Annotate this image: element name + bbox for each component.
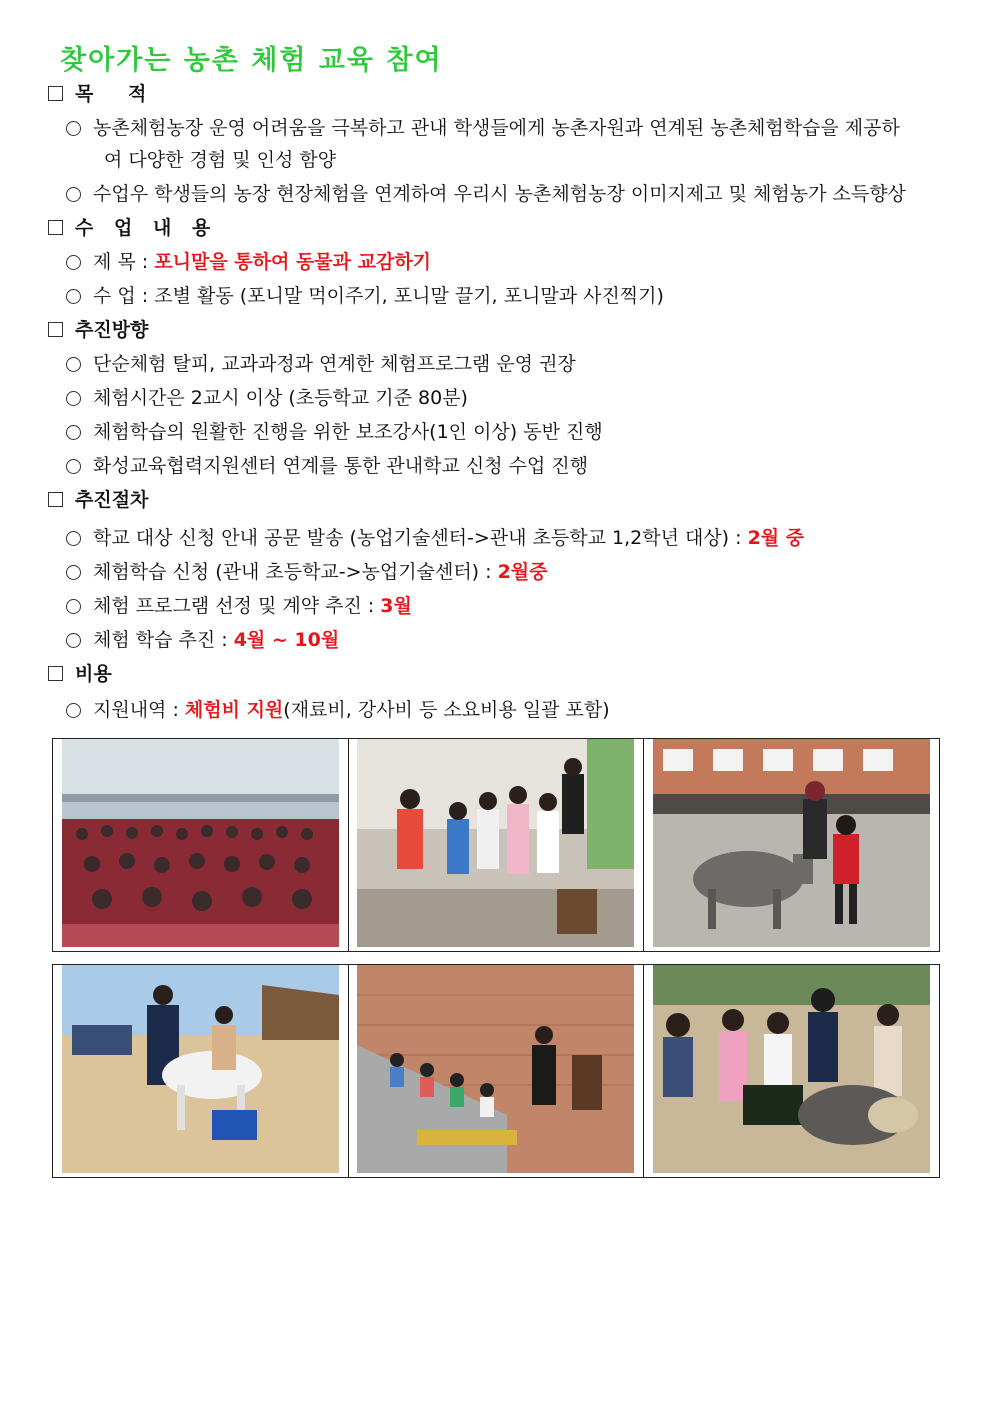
- photo-stairs-demo: [357, 965, 634, 1173]
- section-procedure-heading: 추진절차: [48, 488, 148, 512]
- photo-cell: [348, 965, 644, 1178]
- circle-bullet-icon: [66, 391, 81, 406]
- circle-bullet-icon: [66, 633, 81, 648]
- direction-item: 체험시간은 2교시 이상 (초등학교 기준 80분): [66, 386, 468, 410]
- content-title-value: 포니말을 통하여 동물과 교감하기: [154, 251, 432, 273]
- section-content-heading: 수 업 내 용: [48, 216, 217, 240]
- circle-bullet-icon: [66, 531, 81, 546]
- circle-bullet-icon: [66, 121, 81, 136]
- photo-auditorium: [62, 739, 339, 947]
- photo-cell: [348, 739, 644, 952]
- circle-bullet-icon: [66, 703, 81, 718]
- photo-pony-riding: [62, 965, 339, 1173]
- photo-cell: [53, 739, 349, 952]
- checkbox-square-icon: [48, 492, 63, 507]
- direction-item: 체험학습의 원활한 진행을 위한 보조강사(1인 이상) 동반 진행: [66, 420, 603, 444]
- checkbox-square-icon: [48, 666, 63, 681]
- content-title-item: 제 목 : 포니말을 통하여 동물과 교감하기: [66, 250, 431, 274]
- photo-cell: [644, 739, 940, 952]
- purpose-item-1-continued: 여 다양한 경험 및 인성 함양: [104, 149, 337, 171]
- photo-cell: [644, 965, 940, 1178]
- direction-item: 단순체험 탈피, 교과과정과 연계한 체험프로그램 운영 권장: [66, 352, 576, 376]
- photo-group-with-pony: [653, 965, 930, 1173]
- section-purpose-heading: 목 적: [48, 82, 160, 106]
- circle-bullet-icon: [66, 357, 81, 372]
- purpose-item-2: 수업우 학생들의 농장 현장체험을 연계하여 우리시 농촌체험농장 이미지제고 및 체험농가 소득향상: [66, 182, 906, 206]
- photo-children-hearts: [357, 739, 634, 947]
- procedure-item: 체험 학습 추진 : 4월 ~ 10월: [66, 628, 339, 652]
- purpose-item-1: 농촌체험농장 운영 어려움을 극복하고 관내 학생들에게 농촌자원과 연계된 농촌체험학습을 제공하: [66, 116, 900, 140]
- cost-item: 지원내역 : 체험비 지원(재료비, 강사비 등 소요비용 일괄 포함): [66, 698, 610, 722]
- page-title: 찾아가는 농촌 체험 교육 참여: [60, 45, 443, 76]
- section-direction-heading: 추진방향: [48, 318, 148, 342]
- photo-grid-top: [52, 738, 940, 952]
- circle-bullet-icon: [66, 599, 81, 614]
- circle-bullet-icon: [66, 289, 81, 304]
- circle-bullet-icon: [66, 187, 81, 202]
- procedure-item: 학교 대상 신청 안내 공문 발송 (농업기술센터->관내 초등학교 1,2학년 대상) : 2월 중: [66, 526, 804, 550]
- photo-grid-bottom: [52, 964, 940, 1178]
- photo-cell: [53, 965, 349, 1178]
- circle-bullet-icon: [66, 565, 81, 580]
- direction-item: 화성교육협력지원센터 연계를 통한 관내학교 신청 수업 진행: [66, 454, 588, 478]
- procedure-item: 체험학습 신청 (관내 초등학교->농업기술센터) : 2월중: [66, 560, 548, 584]
- photo-pony-feeding: [653, 739, 930, 947]
- checkbox-square-icon: [48, 220, 63, 235]
- circle-bullet-icon: [66, 425, 81, 440]
- content-class-item: 수 업 : 조별 활동 (포니말 먹이주기, 포니말 끌기, 포니말과 사진찍기): [66, 284, 664, 308]
- procedure-item: 체험 프로그램 선정 및 계약 추진 : 3월: [66, 594, 412, 618]
- circle-bullet-icon: [66, 459, 81, 474]
- checkbox-square-icon: [48, 322, 63, 337]
- circle-bullet-icon: [66, 255, 81, 270]
- section-cost-heading: 비용: [48, 662, 112, 686]
- checkbox-square-icon: [48, 86, 63, 101]
